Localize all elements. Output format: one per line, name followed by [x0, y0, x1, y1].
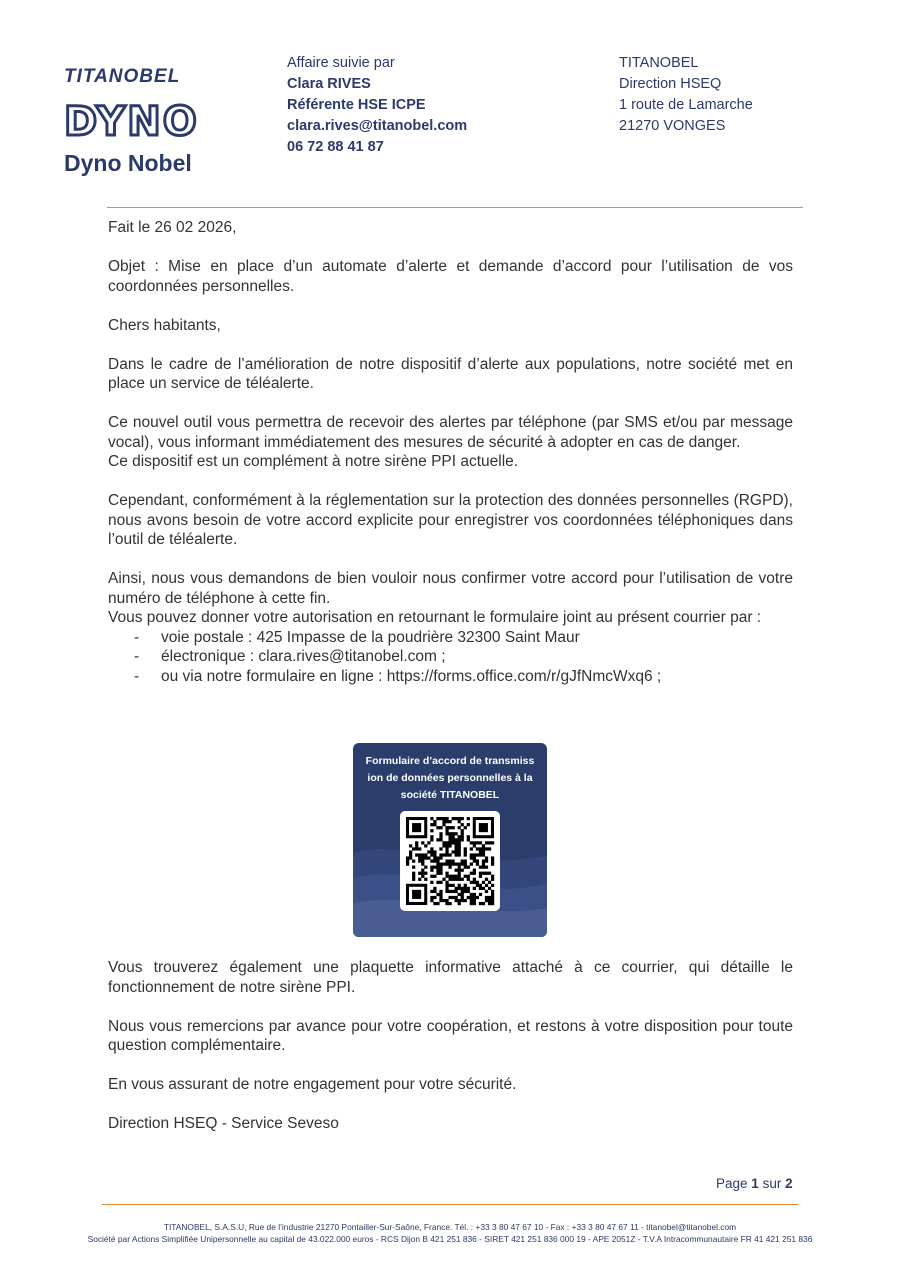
- letter-greeting: Chers habitants,: [108, 316, 221, 334]
- bullet-dash: -: [134, 628, 140, 646]
- contact-name: Clara RIVES: [287, 76, 371, 92]
- bullet-dash: -: [134, 667, 140, 685]
- followed-by-label: Affaire suivie par: [287, 55, 395, 71]
- footer-line-2: Société par Actions Simplifiée Unipersonnelle au capital de 43.022.000 euros - RCS Dijon B 421 251 836 - SIRET 421 251 836 000 19 - APE 2051Z - T.V.A Intracommunautaire FR 41 421 251 836: [87, 1234, 813, 1244]
- company-logo: [60, 62, 205, 182]
- contact-methods-list: [108, 628, 793, 687]
- list-item: [108, 647, 793, 667]
- list-item-text[interactable]: électronique : clara.rives@titanobel.com ;: [161, 648, 446, 665]
- qr-card-title: [361, 753, 539, 804]
- paragraph-thanks: Nous vous remercions par avance pour votre coopération, et restons à votre disposition pour toute question complémentaire.: [108, 1017, 793, 1054]
- page-current: 1: [751, 1176, 759, 1191]
- paragraph-tool: Ce nouvel outil vous permettra de recevoir des alertes par téléphone (par SMS et/ou par message vocal), vous informant immédiatement des mesures de sécurité à adopter en cas de danger.: [108, 414, 793, 451]
- paragraph-complement: Ce dispositif est un complément à notre sirène PPI actuelle.: [108, 453, 519, 470]
- list-item: [108, 667, 793, 687]
- list-item: [108, 628, 793, 648]
- qr-title-line: ion de données personnelles à la: [367, 772, 533, 784]
- paragraph-request: Ainsi, nous vous demandons de bien vouloir nous confirmer votre accord pour l’utilisation de votre numéro de téléphone à cette fin.: [108, 570, 793, 607]
- qr-form-card[interactable]: [353, 743, 547, 937]
- qr-code-icon: [400, 811, 500, 911]
- list-item-text: voie postale : 425 Impasse de la poudrière 32300 Saint Maur: [161, 628, 580, 646]
- bullet-dash: -: [134, 648, 140, 665]
- paragraph-authorization: Vous pouvez donner votre autorisation en retournant le formulaire joint au présent courrier par :: [108, 609, 762, 626]
- address-city: 21270 VONGES: [619, 118, 726, 134]
- qr-title-line: Formulaire d’accord de transmiss: [365, 755, 535, 767]
- paragraph-rgpd: Cependant, conformément à la réglementation sur la protection des données personnelles (RGPD), nous avons besoin de votre accord explicite pour enregistrer vos coordonnées téléphoniques dans l’outil de téléalerte.: [108, 492, 793, 548]
- dyno-logo-text: DYNO: [64, 99, 199, 145]
- contact-block: [287, 53, 467, 158]
- footer-divider: [102, 1204, 798, 1205]
- paragraph-intro: Dans le cadre de l’amélioration de notre dispositif d’alerte aux populations, notre société met en place un service de téléalerte.: [108, 355, 793, 392]
- contact-phone: 06 72 88 41 87: [287, 139, 384, 155]
- paragraph-brochure: Vous trouverez également une plaquette informative attaché à ce courrier, qui détaille le fonctionnement de notre sirène PPI.: [108, 959, 793, 996]
- dyno-nobel-logo-text: Dyno Nobel: [64, 150, 192, 176]
- letter-body-closing: [108, 958, 793, 1134]
- address-block: [619, 53, 753, 137]
- address-company: TITANOBEL: [619, 55, 699, 71]
- address-street: 1 route de Lamarche: [619, 97, 753, 113]
- footer-line-1: TITANOBEL, S.A.S.U, Rue de l’industrie 21270 Pontailler-Sur-Saône, France. Tél. : +33 3 80 47 67 10 - Fax : +33 3 80 47 67 11 - titanobel@titanobel.com: [163, 1222, 737, 1232]
- titanobel-logo-text: TITANOBEL: [64, 66, 181, 87]
- page-label: Page: [716, 1176, 748, 1191]
- header-divider: [107, 207, 803, 208]
- list-item-text[interactable]: ou via notre formulaire en ligne : https://forms.office.com/r/gJfNmcWxq6 ;: [161, 667, 662, 685]
- contact-role: Référente HSE ICPE: [287, 97, 426, 113]
- qr-title-line: société TITANOBEL: [400, 789, 500, 801]
- qr-code[interactable]: [400, 811, 500, 911]
- page-number: [716, 1176, 793, 1191]
- page-of-label: sur: [762, 1176, 782, 1191]
- letter-subject: Objet : Mise en place d’un automate d’alerte et demande d’accord pour l’utilisation de vos coordonnées personnelles.: [108, 258, 793, 295]
- page-total: 2: [785, 1176, 793, 1191]
- letter-signature: Direction HSEQ - Service Seveso: [108, 1115, 339, 1132]
- letter-date: Fait le 26 02 2026,: [108, 219, 237, 236]
- letter-body: [108, 218, 793, 686]
- contact-email[interactable]: clara.rives@titanobel.com: [287, 118, 468, 134]
- address-department: Direction HSEQ: [619, 76, 722, 92]
- paragraph-commitment: En vous assurant de notre engagement pour votre sécurité.: [108, 1076, 517, 1093]
